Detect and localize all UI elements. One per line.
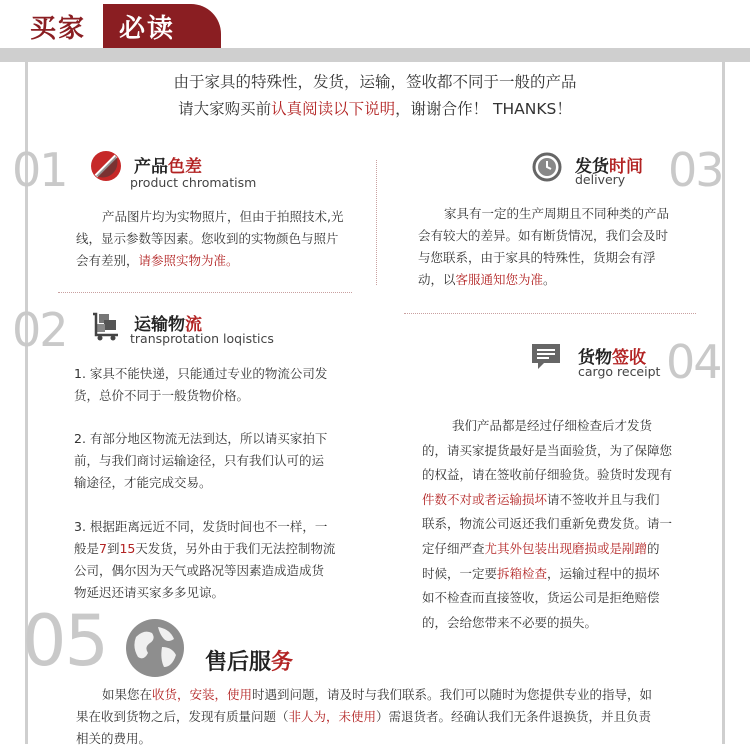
receipt-title: 货物签收 [578,348,646,368]
delivery-divider [404,313,696,314]
section-number-04: 04 [666,335,721,389]
section-number-02: 02 [12,303,67,357]
chromatism-subtitle: product chromatism [130,175,257,190]
clock-icon [532,152,562,182]
receipt-text: 我们产品都是经过仔细检查后才发货的，请买家提货最好是当面验货，为了保障您的权益，请在签收前仔细验货。验货时发现有件数不对或者运输损坏请不签收并且与我们联系，物流公司返还我们重新免费发货。请一定仔细严查尤其外包装出现磨损或是剐蹭的时候，一定要拆箱检查，运输过程中的损坏如不检查而直接签收，货运公司是拒绝赔偿的，会给您带来不必要的损失。 [422,418,673,630]
chromatism-text: 产品图片均为实物照片，但由于拍照技术,光线，显示参数等因素。您收到的实物颜色与照片会有差别，请参照实物为准。 [76,209,344,268]
receipt-subtitle: cargo receipt [578,364,661,379]
globe-icon [124,617,186,679]
header-divider [0,48,750,62]
chromatism-divider [58,292,352,293]
section-number-03: 03 [668,143,723,197]
column-divider [376,160,377,285]
header-title-part2: 必读 [119,14,176,44]
transport-title: 运输物流 [134,315,202,335]
intro-line1: 由于家具的特殊性，发货，运输，签收都不同于一般的产品 [173,73,577,91]
transport-subtitle: transprotation loqistics [130,331,274,346]
section-number-01: 01 [12,143,67,197]
header-banner [0,0,750,50]
intro-highlight: 认真阅读以下说明 [271,100,396,118]
chat-bubble-icon [530,342,562,372]
header-title-part1: 买家 [30,14,87,44]
section-number-05: 05 [22,600,108,682]
service-title: 售后服务 [205,650,294,675]
header-tab [103,4,221,48]
delivery-subtitle: delivery [575,172,626,187]
transport-item-2: 2. 有部分地区物流无法到达，所以请买家拍下前，与我们商讨运输途径，只有我们认可的运输途径，才能完成交易。 [74,431,328,490]
service-text: 如果您在收货，安装，使用时遇到问题，请及时与我们联系。我们可以随时为您提供专业的指导，如果在收到货物之后，发现有质量问题（非人为，未使用）需退货者。经确认我们无条件退换货，并且负责相关的费用。 [76,687,653,746]
chromatism-title: 产品色差 [134,157,202,177]
transport-item-3: 3. 根据距离远近不同，发货时间也不一样，一般是7到15天发货，另外由于我们无法控制物流公司，偶尔因为天气或路况等因素造成造成货物延迟还请买家多多见谅。 [74,519,336,600]
delivery-text: 家具有一定的生产周期且不同种类的产品会有较大的差异。如有断货情况，我们会及时与您联系，由于家具的特殊性，货期会有浮动，以客服通知您为准。 [418,206,670,287]
delivery-title: 发货时间 [575,157,643,177]
intro-line2: 请大家购买前认真阅读以下说明，谢谢合作！ THANKS！ [178,100,572,118]
transport-item-1: 1. 家具不能快递，只能通过专业的物流公司发货，总价不同于一般货物价格。 [74,366,328,403]
color-palette-icon [90,150,122,182]
cart-boxes-icon [90,310,122,342]
